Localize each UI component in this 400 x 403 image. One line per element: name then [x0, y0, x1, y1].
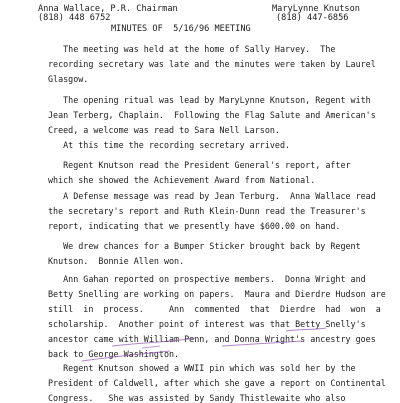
header-right-name: MaryLynne Knutson — [272, 4, 360, 14]
header-right-phone: (818) 447-6856 — [276, 13, 349, 23]
pen-underline-george-washington — [82, 351, 170, 361]
body-line: The opening ritual was lead by MaryLynne Knutson, Regent with — [48, 95, 371, 105]
body-line: Glasgow. — [48, 74, 89, 84]
body-line: Regent Knutson showed a WWII pin which was sold her by the — [48, 363, 356, 373]
pen-underline-betty-snelly — [286, 328, 326, 331]
body-line: Knutson. Bonnie Allen won. — [48, 256, 185, 266]
body-line: back to George Washington. — [48, 349, 180, 359]
body-line: ancestor came with William Penn, and Donna Wright's ancestry goes — [48, 334, 376, 344]
body-line: At this time the recording secretary arrived. — [48, 140, 291, 150]
pen-underline-donna-wright — [222, 341, 302, 346]
body-line: the secretary's report and Ruth Klein-Dunn read the Treasurer's — [48, 206, 366, 216]
body-line: Betty Snelling are working on papers. Maura and Dierdre Hudson are — [48, 289, 386, 299]
pen-underline-mark — [142, 346, 160, 348]
document-title: MINUTES OF 5/16/96 MEETING — [111, 24, 251, 34]
header-left-phone: (818) 448 6752 — [38, 13, 111, 23]
header-left-name: Anna Wallace, P.R. Chairman — [38, 4, 178, 14]
body-line: Creed, a welcome was read to Sara Nell Larson. — [48, 125, 280, 135]
body-line: President of Caldwell, after which she gave a report on Continental — [48, 378, 386, 388]
body-line: recording secretary was late and the minutes were taken by Laurel — [48, 59, 376, 69]
body-line: Congress. She was assisted by Sandy Thistlewaite who also — [48, 393, 346, 403]
body-line: The meeting was held at the home of Sally Harvey. The — [48, 44, 336, 54]
body-line: We drew chances for a Bumper Sticker brought back by Regent — [48, 241, 361, 251]
body-line: still in process. Ann commented that Dierdre had won a — [48, 304, 381, 314]
body-line: which she showed the Achievement Award from National. — [48, 175, 316, 185]
body-line: scholarship. Another point of interest was that Betty Snelly's — [48, 319, 366, 329]
body-line: Ann Gahan reported on prospective members. Donna Wright and — [48, 274, 366, 284]
body-line: Regent Knutson read the President General's report, after — [48, 160, 351, 170]
pen-underline-william-penn — [112, 338, 196, 346]
body-line: report, indicating that we presently have $600.00 on hand. — [48, 221, 341, 231]
body-line: A Defense message was read by Jean Terburg. Anna Wallace read — [48, 191, 376, 201]
body-line: Jean Terberg, Chaplain. Following the Flag Salute and American's — [48, 110, 376, 120]
